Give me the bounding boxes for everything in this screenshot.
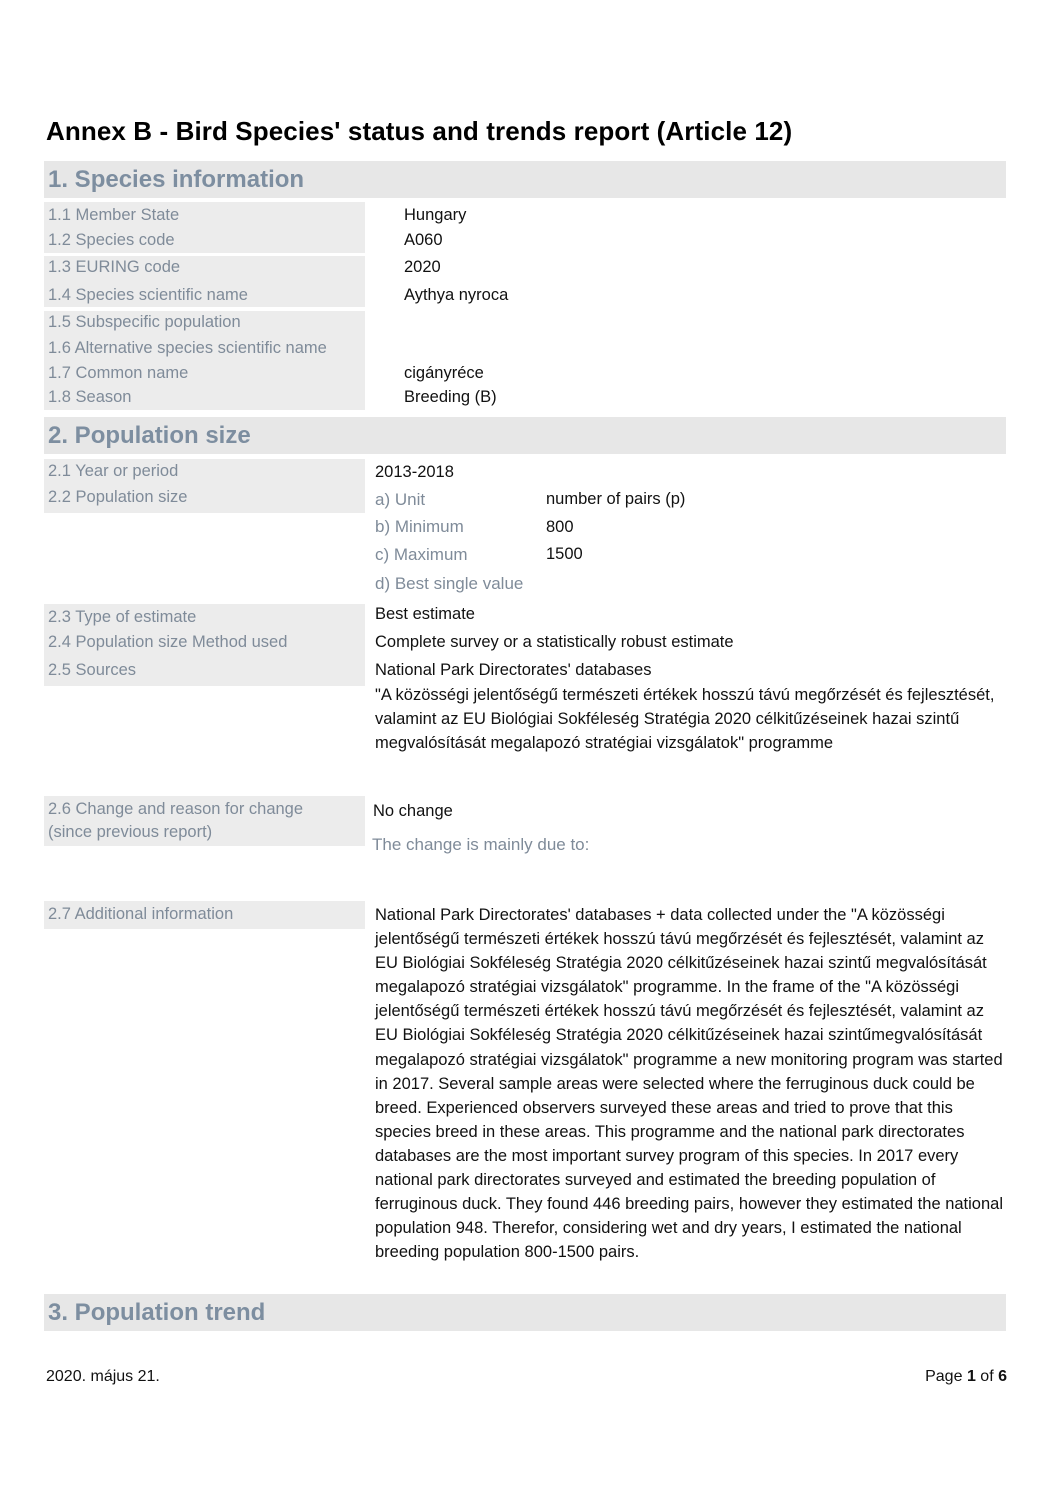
section-header-population-size: 2. Population size <box>44 417 1006 454</box>
minimum-value: 800 <box>546 518 574 536</box>
common-name-label: 1.7 Common name <box>48 364 189 382</box>
member-state-value: Hungary <box>404 206 467 224</box>
euring-code-value: 2020 <box>404 258 441 276</box>
footer-page-current: 1 <box>966 1368 976 1385</box>
footer-page-word: Page <box>925 1368 963 1385</box>
footer-page-number <box>925 1368 1007 1386</box>
unit-label: a) Unit <box>375 490 426 509</box>
sources-text: "A közösségi jelentőségű természeti értékek hosszú távú megőrzését és fejlesztését, valamint az EU Biológiai Sokféleség Stratégia 2020 célkitűzéseinek hazai szintű megvalósítását megalapozó stratégiai vizsgálatok" programme <box>375 686 995 753</box>
sources-label: 2.5 Sources <box>48 661 137 679</box>
sources-line1: National Park Directorates' databases <box>375 661 652 679</box>
scientific-name-value: Aythya nyroca <box>404 286 509 304</box>
common-name-value: cigányréce <box>404 364 484 382</box>
scientific-name-label: 1.4 Species scientific name <box>48 286 248 304</box>
change-label-line1: 2.6 Change and reason for change <box>48 800 304 818</box>
subspecific-population-label: 1.5 Subspecific population <box>48 313 241 331</box>
estimate-type-value: Best estimate <box>375 605 475 623</box>
page-title: Annex B - Bird Species' status and trends report (Article 12) <box>46 116 793 146</box>
method-label: 2.4 Population size Method used <box>48 633 288 651</box>
maximum-value: 1500 <box>546 545 583 563</box>
best-value-label: d) Best single value <box>375 574 524 593</box>
alternative-name-label: 1.6 Alternative species scientific name <box>48 339 327 357</box>
species-code-label: 1.2 Species code <box>48 231 175 249</box>
footer-date: 2020. május 21. <box>46 1368 160 1385</box>
year-label: 2.1 Year or period <box>48 462 179 480</box>
maximum-label: c) Maximum <box>375 545 468 564</box>
section-header-population-trend: 3. Population trend <box>44 1294 1006 1331</box>
member-state-label: 1.1 Member State <box>48 206 180 224</box>
season-value: Breeding (B) <box>404 388 497 406</box>
section-header-species-information: 1. Species information <box>44 161 1006 198</box>
estimate-type-label: 2.3 Type of estimate <box>48 608 197 626</box>
change-label-line2: (since previous report) <box>48 823 213 841</box>
year-value: 2013-2018 <box>375 463 454 481</box>
species-code-value: A060 <box>404 231 443 249</box>
additional-info-label: 2.7 Additional information <box>48 905 234 923</box>
footer-of-word: of <box>980 1368 994 1385</box>
additional-info-text: National Park Directorates' databases + data collected under the "A közösségi jelentőségű természeti értékek hosszú távú megőrzését és fejlesztését, valamint az EU Biológiai Sokféleség Stratégia 2020 célkitűzéseinek hazai szintű megvalósítását megalapozó stratégiai vizsgálatok" programme. In the frame of the "A közösségi jelentőségű természeti értékek hosszú távú megőrzését és fejlesztését, valamint az EU Biológiai Sokféleség Stratégia 2020 célkitűzéseinek hazai szintűmegvalósítását megalapozó stratégiai vizsgálatok" programme a new monitoring program was started in 2017. Several sample areas were selected where the ferruginous duck could be breed. Experienced observers surveyed these areas and tried to prove that this species breed in these areas. This programme and the national park directorates databases are the most important survey program of this species. In 2017 every national park directorates surveyed and estimated the breeding population of ferruginous duck. They found 446 breeding pairs, however they estimated the national population 948. Therefor, considering wet and dry years, I estimated the national breeding population 800-1500 pairs. <box>375 906 1004 1262</box>
unit-value: number of pairs (p) <box>546 490 686 508</box>
change-reason-label: The change is mainly due to: <box>372 835 590 854</box>
minimum-label: b) Minimum <box>375 517 464 536</box>
euring-code-label: 1.3 EURING code <box>48 258 181 276</box>
change-value: No change <box>373 802 453 820</box>
method-value: Complete survey or a statistically robust estimate <box>375 633 734 651</box>
population-size-label: 2.2 Population size <box>48 488 188 506</box>
season-label: 1.8 Season <box>48 388 132 406</box>
footer-page-total: 6 <box>998 1368 1007 1385</box>
